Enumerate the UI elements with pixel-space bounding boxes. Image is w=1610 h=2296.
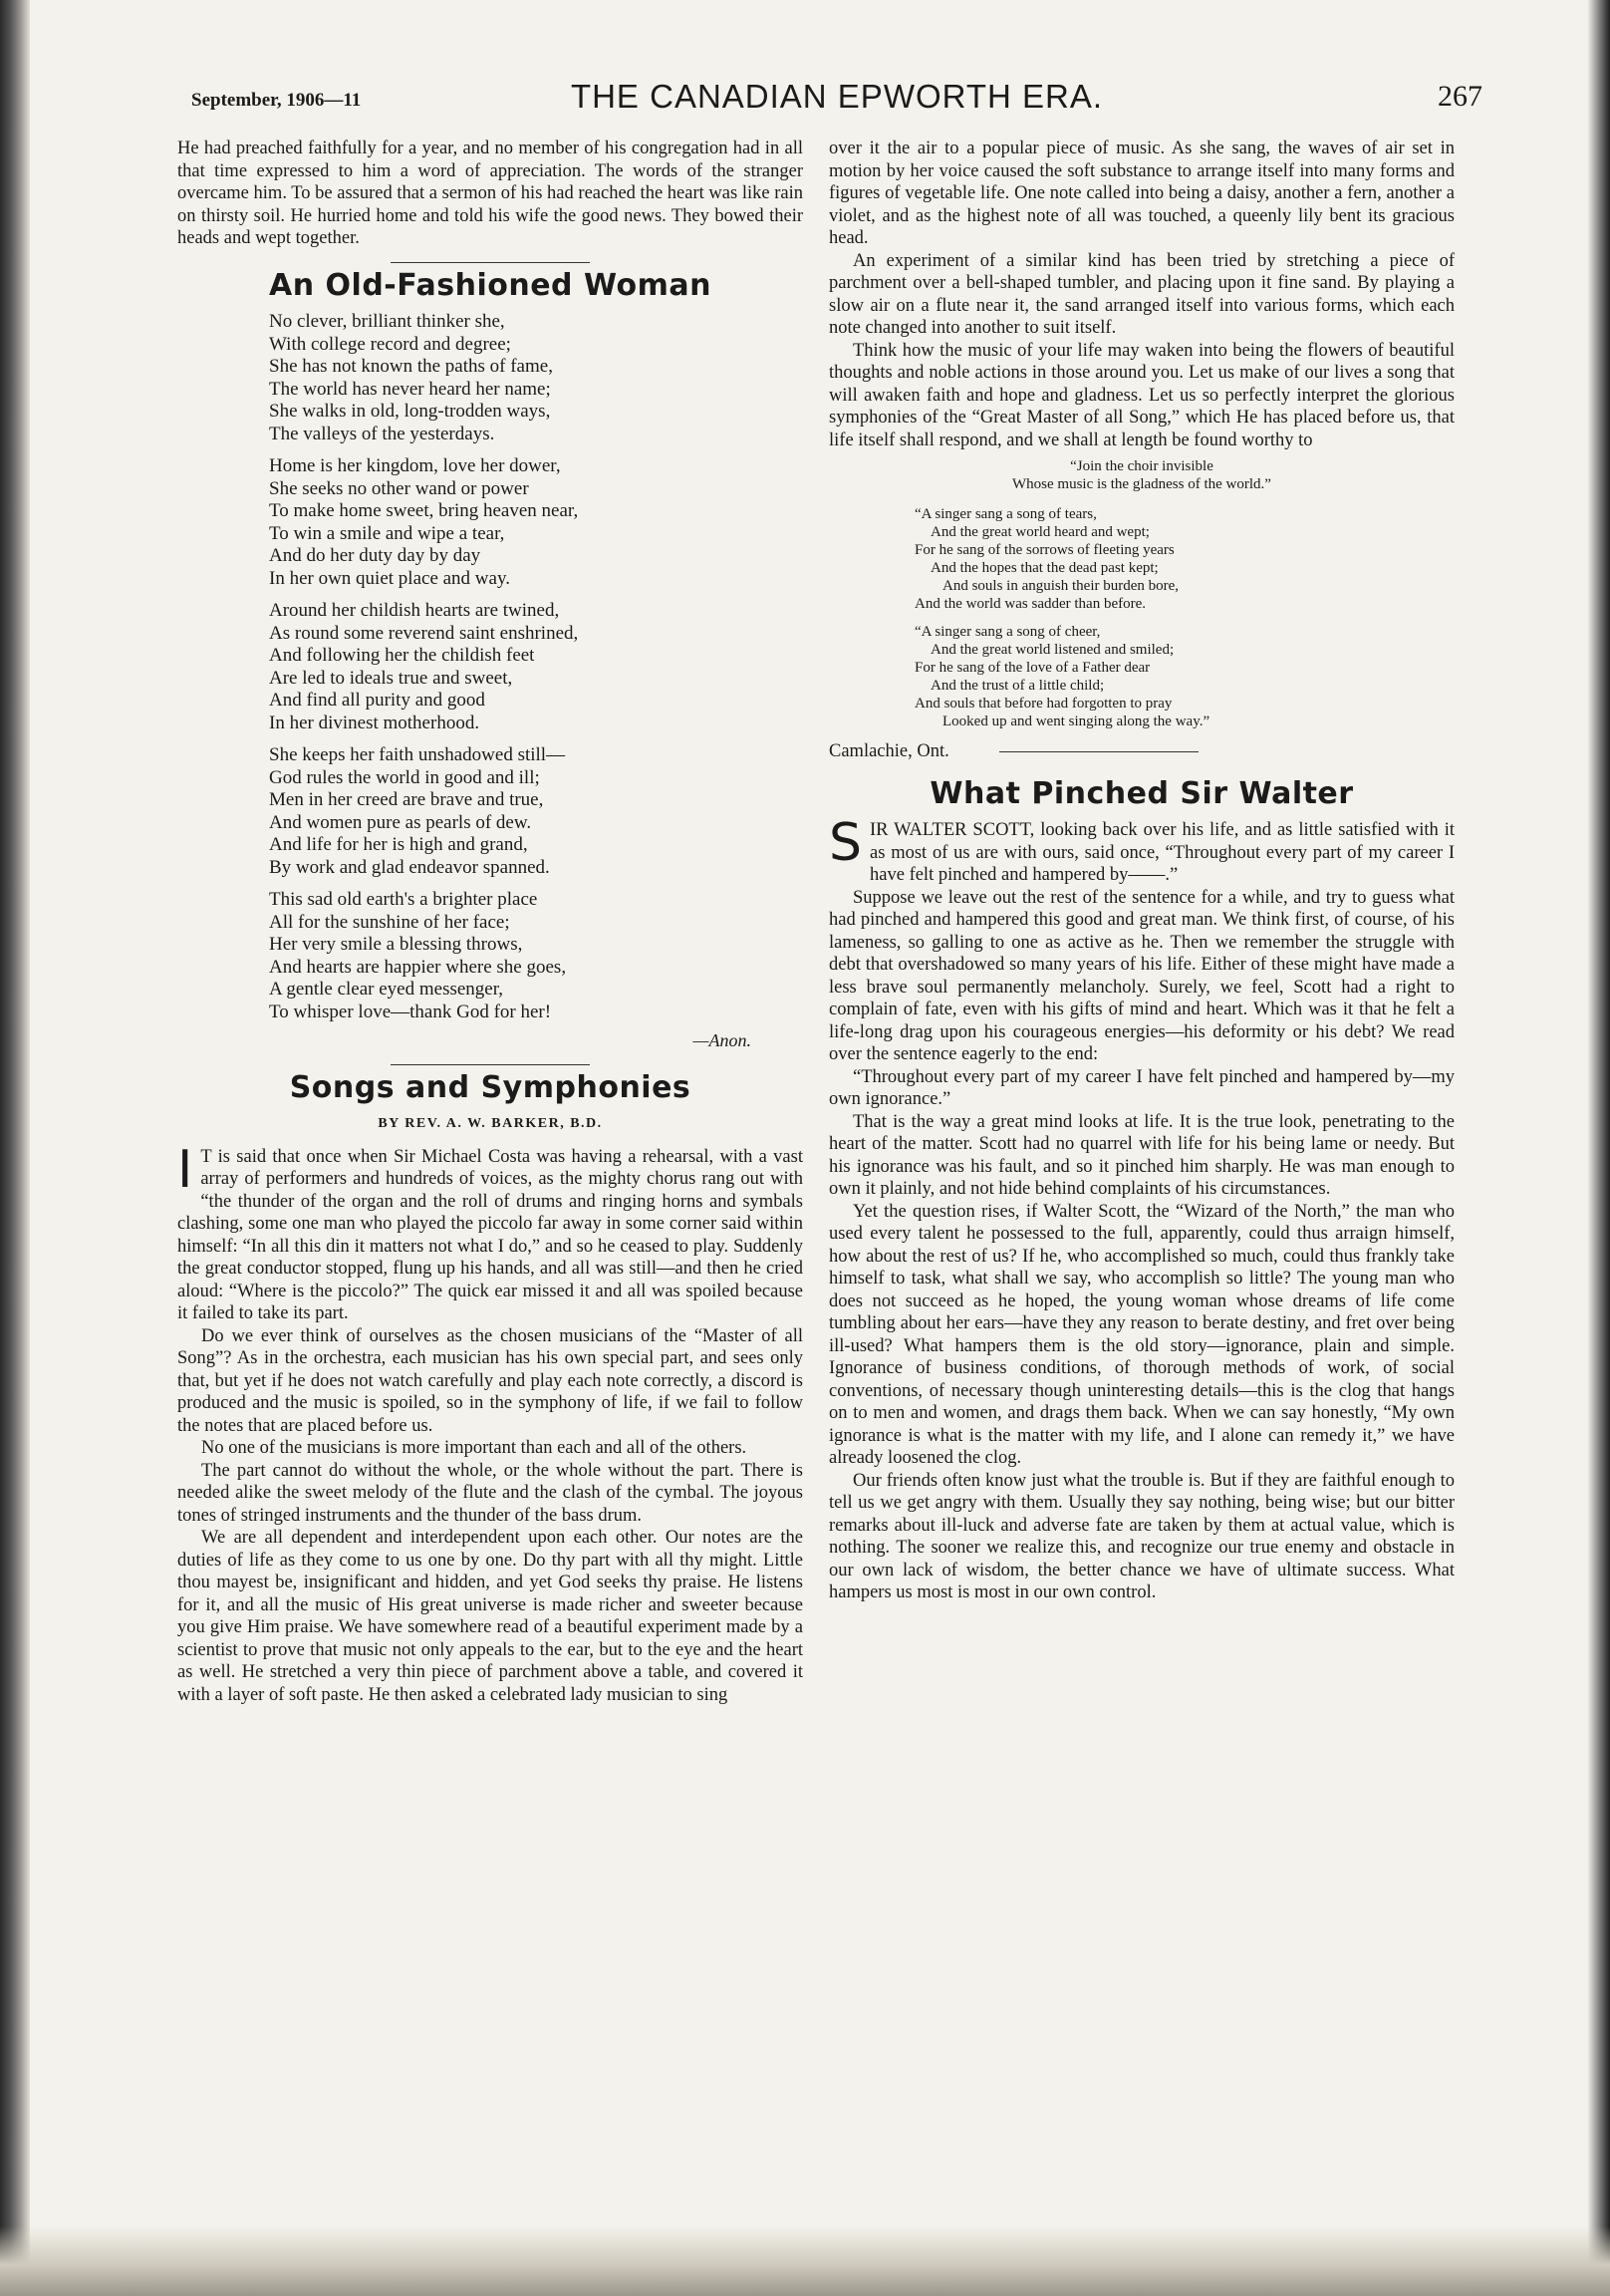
poem-line: She keeps her faith unshadowed still— [269,744,566,765]
running-header [191,78,1482,118]
poem-line: Men in her creed are brave and true, [269,789,544,810]
poem-line: She seeks no other wand or power [269,477,529,499]
poem-line: Her very smile a blessing throws, [269,934,523,955]
left-column [177,138,803,1706]
publication-title: THE CANADIAN EPWORTH ERA. [570,78,1104,115]
article-paragraph: That is the way a great mind looks at life. It is the true look, penetrating to the heart of the matter. Scott had no quarrel with life for his being lame or needy. But his ignorance was his fault, and so it pinched him sharply. He was man enough to own it plainly, and not hide behind complaints of his circumstances. [829,1111,1455,1199]
section-divider [999,751,1199,752]
verse-line: And the hopes that the dead past kept; [931,560,1159,576]
first-paragraph-text: T is said that once when Sir Michael Costa was having a rehearsal, with a vast array of performers and hundreds of voices, as the mighty chorus rang out with “the thunder of the organ and the roll of drums and ringing horns and symbals clashing, some one man who played the piccolo far away in some corner said within himself: “In all this din it matters not what I do,” and so he ceased to play. Suddenly the great conductor stopped, flung up his hands, and all was still—and then he cried aloud: “Where is the piccolo?” The quick ear missed it and all was spoiled because it failed to take its part. [177,1146,803,1323]
poem-line: She has not known the paths of fame, [269,356,553,377]
article-byline: BY REV. A. W. BARKER, B.D. [378,1116,603,1131]
poem-line: And do her duty day by day [269,545,481,566]
verse-line: And the trust of a little child; [931,678,1105,694]
right-column [829,138,1455,1604]
article-paragraph: Do we ever think of ourselves as the chosen musicians of the “Master of all Song”? As in the orchestra, each musician has his own special part, and sees only that, but yet if he does not watch carefully and play each note correctly, a discord is produced and the music is spoiled, so in the symphony of life, if we fail to follow the notes that are placed before us. [177,1325,803,1436]
page-bottom-shadow [0,2226,1610,2296]
poem-line: In her divinest motherhood. [269,712,480,733]
intro-paragraph: He had preached faithfully for a year, and no member of his congregation had in all that time expressed to him a word of appreciation. The words of the stranger overcame him. To be assured that a sermon of his had reached the heart was like rain on thirsty soil. He hurried home and told his wife the good news. They bowed their heads and wept together. [177,139,803,248]
poem-line: Around her childish hearts are twined, [269,600,560,621]
verse-line: And souls that before had forgotten to pray [915,696,1173,712]
poem-old-fashioned-woman [269,311,803,1052]
poem-line: By work and glad endeavor spanned. [269,856,550,878]
verse-line: “A singer sang a song of tears, [915,506,1097,522]
section-divider [391,1064,590,1065]
article-paragraph: We are all dependent and interdependent upon each other. Our notes are the duties of life as they come to us one by one. Do thy part with all thy might. Little thou mayest be, insignificant and hidden, and yet God seeks thy praise. He listens for it, and all the music of His great universe is made richer and sweeter because you give Him praise. We have somewhere read of a beautiful experiment made by a scientist to prove that music not only appeals to the ear, but to the eye and the heart as well. He stretched a very thin piece of parchment above a table, and covered it with a layer of soft paste. He then asked a celebrated lady musician to sing [177,1528,803,1705]
poem-stanza [269,311,803,445]
page-number: 267 [1438,80,1482,113]
first-paragraph-text: IR WALTER SCOTT, looking back over his life, and as little satisfied with it as most of us are with ours, said once, “Throughout every part of my career I have felt pinched and hampered by——.” [870,820,1455,885]
poem-line: No clever, brilliant thinker she, [269,311,505,332]
poem-attribution: —Anon. [692,1030,751,1050]
verse-stanza [915,505,1455,613]
article-paragraph [829,813,1455,887]
poem-line: A gentle clear eyed messenger, [269,979,504,1000]
article-signoff [829,740,1455,763]
issue-date: September, 1906—11 [191,90,362,111]
verse-line: And the great world listened and smiled; [931,642,1175,658]
poem-line: The world has never heard her name; [269,378,551,400]
poem-title: An Old-Fashioned Woman [269,267,711,303]
drop-cap: I [177,1139,193,1200]
poem-line: And find all purity and good [269,690,485,711]
poem-line: The valleys of the yesterdays. [269,423,495,444]
poem-line: Are led to ideals true and sweet, [269,667,513,689]
article-paragraph: “Throughout every part of my career I have felt pinched and hampered by—my own ignorance.” [829,1066,1455,1109]
poem-line: As round some reverend saint enshrined, [269,622,579,644]
verse-line: And souls in anguish their burden bore, [942,578,1180,594]
poem-line: God rules the world in good and ill; [269,766,540,788]
poem-line: And life for her is high and grand, [269,834,528,855]
article-paragraph [177,1139,803,1325]
article-paragraph: Suppose we leave out the rest of the sentence for a while, and try to guess what had pinched and hampered this good and great man. We think first, of course, of his lameness, so galling to one as active as he. Then we remember the struggle with debt that overshadowed so many years of his life. Either of these might have made a less brave soul permanently melancholy. Surely, we feel, Scott had a right to complain of fate, even with his gifts of mind and heart. Which was it that he felt a life-long drag upon his courageous energies—his deformity or his debt? We read over the sentence eagerly to the end: [829,887,1455,1064]
quotation-line: Whose music is the gladness of the world.” [1012,476,1271,492]
verse-block [915,505,1455,730]
article-paragraph: over it the air to a popular piece of music. As she sang, the waves of air set in motion by her voice caused the soft substance to arrange itself into many forms and figures of vegetable life. One note called into being a daisy, another a fern, another a violet, and as the highest note of all was touched, a queenly lily bent its gracious head. [829,139,1455,248]
verse-line: And the world was sadder than before. [915,596,1147,612]
poem-line: This sad old earth's a brighter place [269,889,538,910]
poem-line: In her own quiet place and way. [269,567,510,589]
page-edge-shadow [1588,0,1610,2296]
article-title: What Pinched Sir Walter [930,775,1354,811]
scanned-page [30,0,1588,2296]
article-paragraph: Think how the music of your life may waken into being the flowers of beautiful thoughts and noble actions in those around you. Let us make of our lives a song that will awaken faith and hope and gladness. Let us so perfectly interpret the glorious symphonies of the “Great Master of all Song,” which He has placed before us, that life itself shall respond, and we shall at length be found worthy to [829,340,1455,450]
article-paragraph: The part cannot do without the whole, or the whole without the part. There is needed alike the sweet melody of the flute and the clash of the cymbal. The joyous tones of stringed instruments and the thunder of the bass drum. [177,1460,803,1526]
poem-line: And following her the childish feet [269,645,535,666]
article-paragraph: An experiment of a similar kind has been tried by stretching a piece of parchment over a bell-shaped tumbler, and placing upon it fine sand. By playing a slow air on a flute near it, the sand arranged itself into various forms, which each note changed into another to suit itself. [829,250,1455,338]
poem-line: She walks in old, long-trodden ways, [269,401,551,422]
poem-stanza [269,455,803,590]
poem-line: Home is her kingdom, love her dower, [269,455,561,476]
poem-stanza [269,600,803,734]
poem-line: To whisper love—thank God for her! [269,1001,552,1022]
section-divider [391,262,590,263]
poem-line: To win a smile and wipe a tear, [269,522,505,544]
article-paragraph: Yet the question rises, if Walter Scott, the “Wizard of the North,” the man who used every talent he possessed to the full, apparently, could thus arraign himself, how about the rest of us? If he, who accomplished so much, could thus frankly take himself to task, what shall we say, who accomplish so little? The young man who does not succeed as he hoped, the young woman whose dreams of life come tumbling about her ears—have they any reason to berate destiny, and fret over being ill-used? What hampers them is the old story—ignorance, plain and simple. Ignorance of business conditions, of thorough methods of work, of social conventions, of necessary though uninteresting details—this is the clog that hangs on to men and women, and drags them back. When we can say honestly, “My own ignorance is what is the matter with my life, and I alone can remedy it,” we have already loosened the clog. [829,1201,1455,1468]
book-binding-shadow [0,0,30,2296]
poem-line: To make home sweet, bring heaven near, [269,500,579,521]
poem-line: And hearts are happier where she goes, [269,956,567,978]
poem-stanza [269,744,803,879]
drop-cap: S [829,813,863,873]
verse-line: And the great world heard and wept; [931,524,1150,540]
verse-line: Looked up and went singing along the way.” [942,714,1210,729]
verse-line: For he sang of the love of a Father dear [915,660,1151,676]
poem-line: All for the sunshine of her face; [269,911,510,933]
article-paragraph: No one of the musicians is more important than each and all of the others. [201,1438,747,1458]
author-location: Camlachie, Ont. [829,741,949,761]
article-paragraph: Our friends often know just what the trouble is. But if they are faithful enough to tell us we get angry with them. Usually they say nothing, being wise; but our bitter remarks about ill-luck and adverse fate are taken by them at actual value, which is nothing. The sooner we realize this, and recognize our true enemy and obstacle in our own lack of wisdom, the better chance we have of ultimate success. What hampers us most is most in our own control. [829,1470,1455,1602]
poem-line: With college record and degree; [269,333,511,355]
article-title: Songs and Symphonies [289,1069,691,1105]
poem-stanza [269,889,803,1023]
poem-line: And women pure as pearls of dew. [269,811,532,833]
verse-line: For he sang of the sorrows of fleeting years [915,542,1175,558]
verse-line: “A singer sang a song of cheer, [915,624,1101,640]
quotation [829,457,1455,493]
quotation-line: “Join the choir invisible [1070,458,1213,474]
verse-stanza [915,623,1455,730]
